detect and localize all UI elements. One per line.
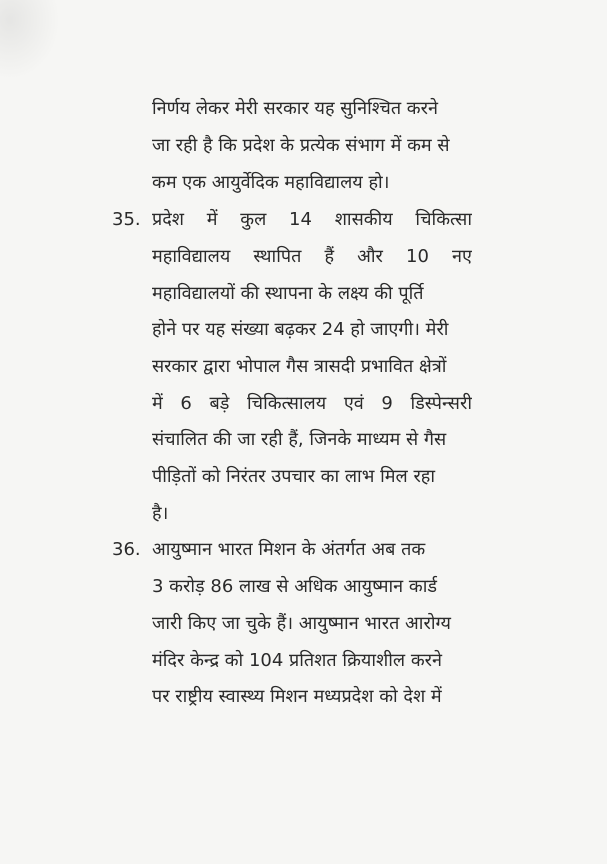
text-line-8: सरकार द्वारा भोपाल गैस त्रासदी प्रभावित क्षेत्रों: [152, 356, 447, 377]
text-line-13: आयुष्मान भारत मिशन के अंतर्गत अब तक: [152, 539, 426, 560]
text-line-15: जारी किए जा चुके हैं। आयुष्मान भारत आरोग्य: [152, 613, 451, 634]
scan-smudge: [0, 0, 60, 80]
text-line-9: में 6 बड़े चिकित्सालय एवं 9 डिस्पेन्सरी: [152, 393, 472, 414]
text-line-3: कम एक आयुर्वेदिक महाविद्यालय हो।: [152, 172, 390, 193]
para-number-35: 35.: [112, 209, 141, 230]
text-line-5: महाविद्यालय स्थापित हैं और 10 नए: [152, 246, 472, 267]
text-line-12: है।: [152, 503, 169, 524]
text-line-7: होने पर यह संख्या बढ़कर 24 हो जाएगी। मेरी: [152, 319, 449, 340]
text-line-17: पर राष्ट्रीय स्वास्थ्य मिशन मध्यप्रदेश को देश में: [152, 686, 442, 707]
text-line-11: पीड़ितों को निरंतर उपचार का लाभ मिल रहा: [152, 466, 436, 487]
text-line-6: महाविद्यालयों की स्थापना के लक्ष्य की पूर्ति: [152, 283, 424, 304]
text-line-4: प्रदेश में कुल 14 शासकीय चिकित्सा: [152, 209, 472, 230]
text-line-10: संचालित की जा रही हैं, जिनके माध्यम से गैस: [152, 429, 447, 450]
text-line-2: जा रही है कि प्रदेश के प्रत्येक संभाग में कम से: [152, 135, 450, 156]
text-line-1: निर्णय लेकर मेरी सरकार यह सुनिश्चित करने: [152, 98, 438, 119]
text-line-14: 3 करोड़ 86 लाख से अधिक आयुष्मान कार्ड: [152, 576, 438, 597]
para-number-36: 36.: [112, 539, 141, 560]
text-line-16: मंदिर केन्द्र को 104 प्रतिशत क्रियाशील करने: [152, 650, 442, 671]
